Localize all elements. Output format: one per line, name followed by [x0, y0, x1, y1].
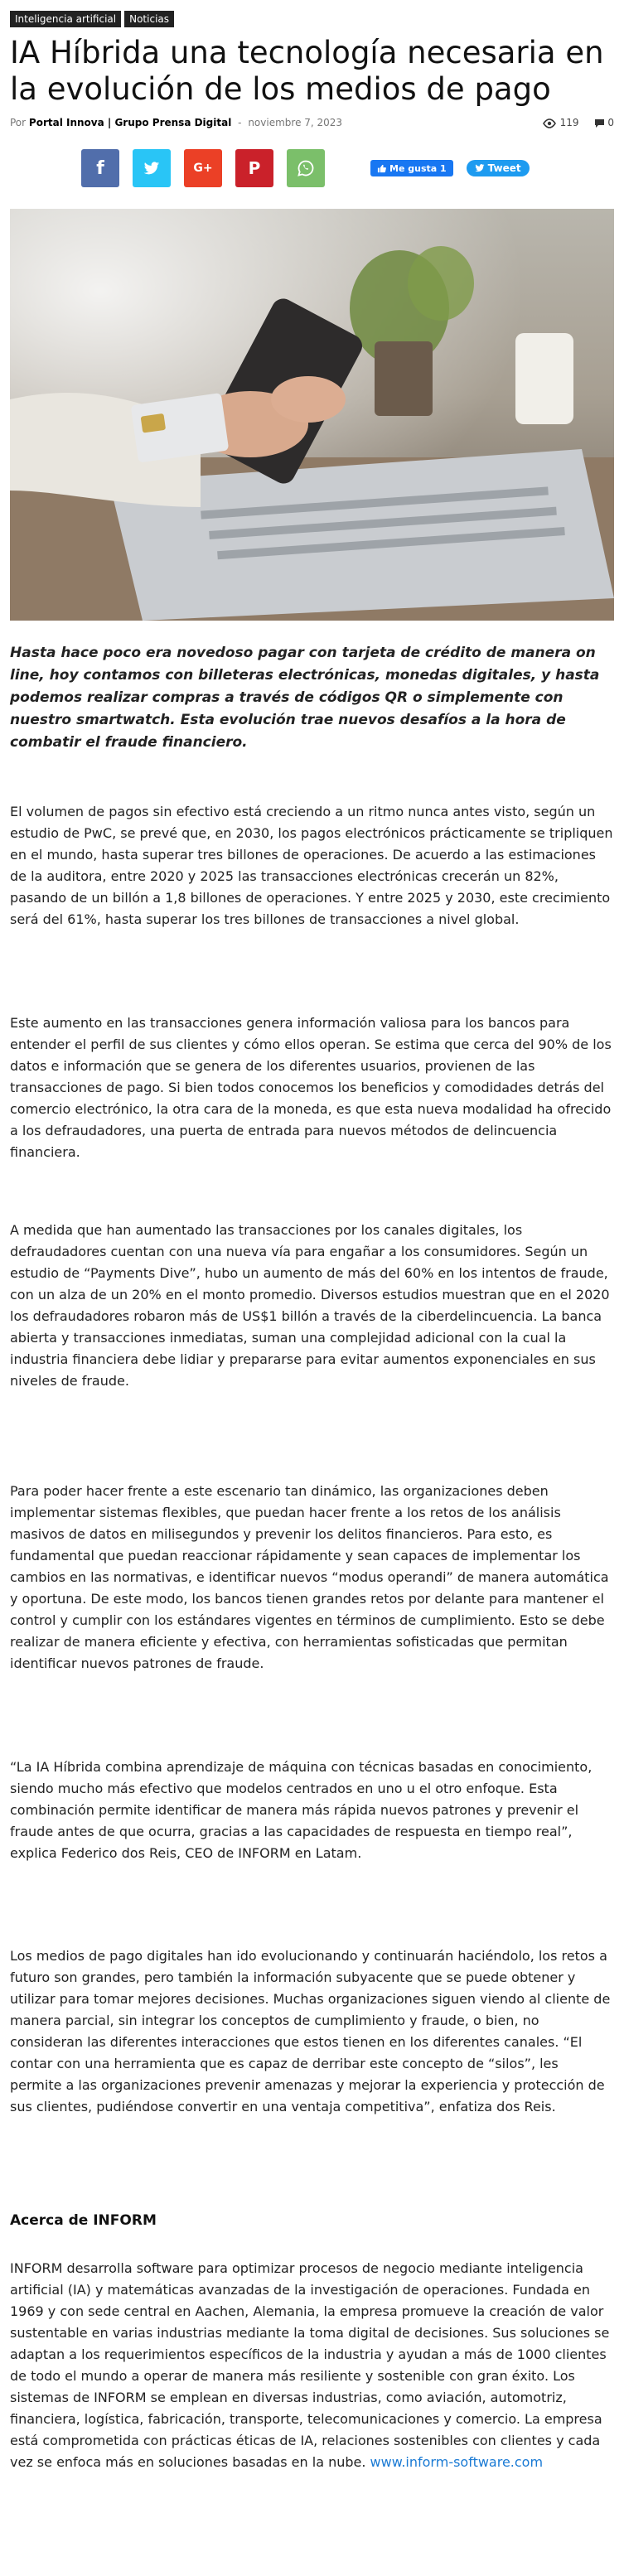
article-paragraph: El volumen de pagos sin efectivo está creciendo a un ritmo nunca antes visto, según un estudio de PwC, se prevé que, en 2030, los pagos electrónicos prácticamente se tripliquen en el mundo, hasta superar tres billones de operaciones. De acuerdo a las estimaciones de la auditora, entre 2020 y 2025 las transacciones electrónicas crecerán un 82%, pasando de un billón a 1,8 billones de operaciones. Y entre 2025 y 2030, este crecimiento será del 61%, hasta superar los tres billones de transacciones a nivel global.	[10, 804, 613, 927]
comments-count: 0	[607, 117, 614, 128]
share-buttons	[81, 149, 325, 187]
article-paragraph: Para poder hacer frente a este escenario tan dinámico, las organizaciones deben implementar sistemas flexibles, que puedan hacer frente a los retos de los análisis masivos de datos en milisegundos y prevenir los delitos financieros. Para esto, es fundamental que puedan reaccionar rápidamente y sean capaces de implementar los cambios en las normativas, e identificar nuevos “modus operandi” de manera automática y oportuna. De este modo, los bancos tienen grandes retos por delante para mantener el control y cumplir con los estándares vigentes en términos de cumplimiento. Esto se debe realizar de manera eficiente y efectiva, con herramientas sofisticadas que permitan identificar nuevos patrones de fraude.	[10, 1483, 609, 1671]
publish-date: noviembre 7, 2023	[248, 117, 343, 128]
tweet-button[interactable]	[467, 160, 530, 176]
article-title: IA Híbrida una tecnología necesaria en la evolución de los medios de pago	[10, 35, 604, 107]
comments-link[interactable]	[594, 117, 614, 128]
featured-image	[10, 209, 614, 621]
whatsapp-icon	[297, 160, 314, 176]
views-count: 119	[559, 117, 579, 128]
hero-photo	[10, 209, 614, 621]
comment-icon	[594, 118, 605, 128]
share-twitter-button[interactable]	[133, 149, 171, 187]
views-counter	[542, 117, 579, 128]
thumbs-up-icon	[377, 164, 386, 173]
twitter-icon	[143, 162, 160, 176]
article-quote-paragraph: “La IA Híbrida combina aprendizaje de máquina con técnicas basadas en conocimiento, siendo mucho más efectivo que modelos centrados en uno u el otro enfoque. Esta combinación permite identificar de manera más rápida nuevos patrones y prevenir el fraude antes de que ocurra, gracias a las capacidades de respuesta en tiempo real”, explica Federico dos Reis, CEO de INFORM en Latam.	[10, 1759, 593, 1861]
about-heading: Acerca de INFORM	[10, 2212, 157, 2229]
tweet-label: Tweet	[487, 162, 521, 174]
share-whatsapp-button[interactable]	[287, 149, 325, 187]
inform-website-link[interactable]: www.inform-software.com	[370, 2454, 544, 2470]
facebook-icon: f	[96, 157, 104, 179]
social-widgets	[370, 160, 530, 176]
about-text: INFORM desarrolla software para optimizar procesos de negocio mediante inteligencia artificial (IA) y matemáticas avanzadas de la investigación de operaciones. Fundada en 1969 y con sede central en Aachen, Alemania, la empresa promueve la creación de valor sustentable en varias industrias mediante la toma digital de decisiones. Sus soluciones se adaptan a los requerimientos específicos de la industria y ayudan a más de 1000 clientes de todo el mundo a operar de manera más resiliente y sostenible con gran éxito. Los sistemas de INFORM se emplean en diversas industrias, como aviación, automotriz, financiera, logística, fabricación, transporte, telecomunicaciones y comercio. La empresa está comprometida con prácticas éticas de IA, relaciones sostenibles con clientes y cada vez se enfoca más en soluciones basadas en la nube.	[10, 2260, 610, 2470]
article-meta	[10, 117, 614, 132]
share-pinterest-button[interactable]	[235, 149, 273, 187]
article-paragraph: A medida que han aumentado las transacciones por los canales digitales, los defraudadores cuentan con una nueva vía para engañar a los consumidores. Según un estudio de “Payments Dive”, hubo un aumento de más del 60% en los intentos de fraude, con un alza de un 20% en el monto promedio. Diversos estudios muestran que en el 2020 los defraudadores robaron más de US$1 billón a través de la ciberdelincuencia. La banca abierta y transacciones inmediatas, suman una complejidad adicional con la cual la industria financiera debe lidiar y prepararse para evitar aumentos exponenciales en sus niveles de fraude.	[10, 1222, 610, 1389]
author-link[interactable]: Portal Innova | Grupo Prensa Digital	[28, 117, 232, 128]
article-paragraph: Los medios de pago digitales han ido evolucionando y continuarán haciéndolo, los retos a futuro son grandes, pero también la información subyacente que se puede obtener y utilizar para tomar mejores decisiones. Muchas organizaciones siguen viendo al cliente de manera parcial, sin integrar los conceptos de cumplimiento y fraude, o bien, no consideran las diferentes interacciones que estos tienen en los diferentes canales. “El contar con una herramienta que es capaz de derribar este concepto de “silos”, les permite a las organizaciones prevenir amenazas y mejorar la experiencia y protección de sus clientes, pudiéndose convertir en una ventaja competitiva”, enfatiza dos Reis.	[10, 1948, 611, 2114]
pinterest-icon: P	[248, 158, 261, 178]
category-tags	[10, 11, 174, 27]
twitter-bird-icon	[475, 164, 485, 172]
share-googleplus-button[interactable]	[184, 149, 222, 187]
googleplus-icon: G+	[193, 162, 213, 175]
by-label: Por	[10, 117, 27, 128]
category-tag[interactable]: Noticias	[124, 11, 174, 27]
article-lead: Hasta hace poco era novedoso pagar con tarjeta de crédito de manera on line, hoy contamos con billeteras electrónicas, monedas digitales, y hasta podemos realizar compras a través de códigos QR o simplemente con nuestro smartwatch. Esta evolución trae nuevos desafíos a la hora de combatir el fraude financiero.	[10, 645, 600, 751]
eye-icon	[542, 118, 557, 128]
share-facebook-button[interactable]	[81, 149, 119, 187]
like-label: Me gusta 1	[389, 162, 447, 174]
meta-separator: -	[238, 117, 242, 128]
article-paragraph: Este aumento en las transacciones genera información valiosa para los bancos para entender el perfil de sus clientes y cómo ellos operan. Se estima que cerca del 90% de los datos e información que se genera de los diferentes usuarios, provienen de las transacciones de pago. Si bien todos conocemos los beneficios y comodidades detrás del comercio electrónico, la otra cara de la moneda, es que esta nueva modalidad ha ofrecido a los defraudadores, una puerta de entrada para nuevos métodos de delincuencia financiera.	[10, 1015, 612, 1160]
category-tag[interactable]: Inteligencia artificial	[10, 11, 121, 27]
facebook-like-button[interactable]	[370, 160, 453, 176]
about-paragraph	[10, 2258, 614, 2473]
meta-stats	[542, 117, 614, 128]
